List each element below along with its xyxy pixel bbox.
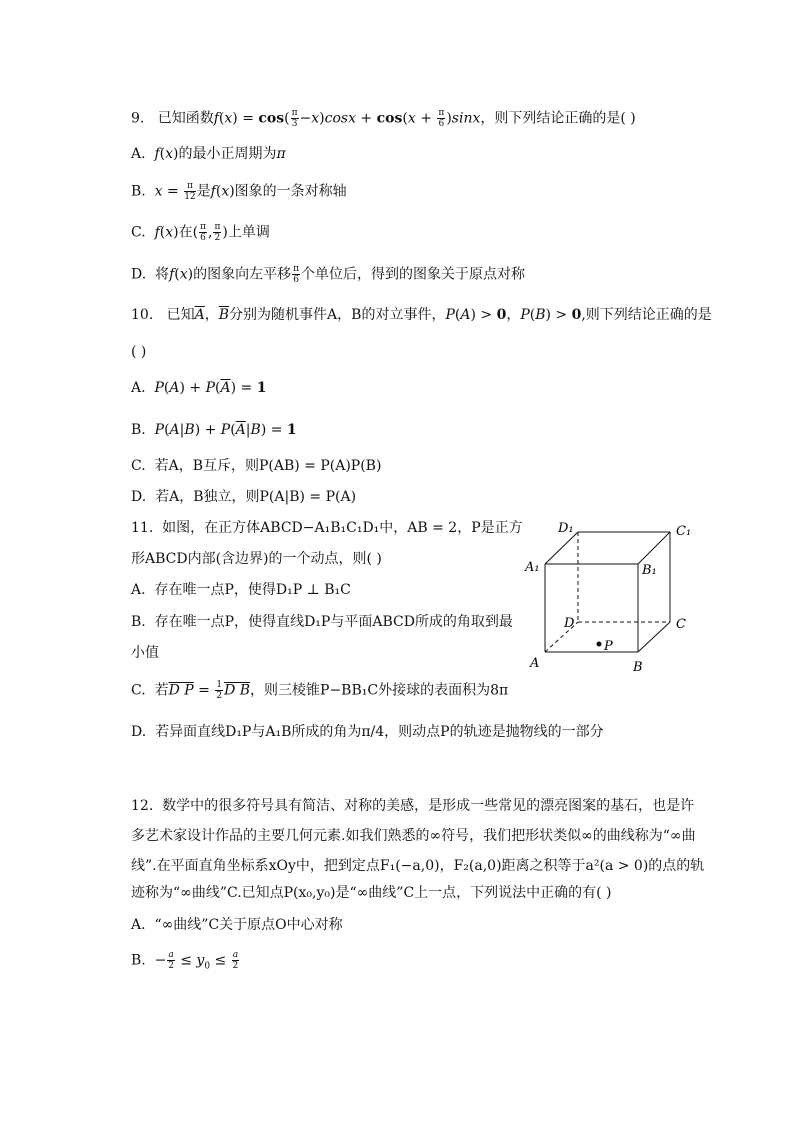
q11-stem-line1: 11. 如图，在正方体ABCD−A₁B₁C₁D₁中，AB = 2，P是正方 xyxy=(131,520,523,536)
q11-option-b-line1: B. 存在唯一点P，使得直线D₁P与平面ABCD所成的角取到最 xyxy=(131,614,513,630)
label-b1: B₁ xyxy=(642,563,657,578)
q12-stem-line1: 12. 数学中的很多符号具有简洁、对称的美感，是形成一些常见的漂亮图案的基石，也是许 xyxy=(131,798,695,814)
q12-stem-line2: 多艺术家设计作品的主要几何元素.如我们熟悉的∞符号，我们把形状类似∞的曲线称为“∞曲 xyxy=(131,828,696,844)
q11-option-b-line2: 小值 xyxy=(131,645,159,661)
q11-option-d: D. 若异面直线D₁P与A₁B所成的角为π/4，则动点P的轨迹是抛物线的一部分 xyxy=(131,724,604,740)
cube-figure xyxy=(520,515,700,675)
q9-number: 9. xyxy=(131,110,145,127)
q9-option-b: B. x = $\frac{\pi}{12}$ 是f(x)图象的一条对称轴 xyxy=(131,181,347,202)
label-p: P xyxy=(604,639,613,654)
q12-option-a: A. “∞曲线”C关于原点O中心对称 xyxy=(131,917,343,933)
q10-option-c: C. 若A，B互斥，则P(AB) = P(A)P(B) xyxy=(131,458,382,474)
q11-option-a: A. 存在唯一点P，使得D₁P ⊥ B₁C xyxy=(131,582,351,598)
q11-stem-line2: 形ABCD内部(含边界)的一个动点，则( ) xyxy=(131,551,382,567)
q12-stem-line4: 迹称为“∞曲线”C.已知点P(x₀,y₀)是“∞曲线”C上一点，下列说法中正确的有( ) xyxy=(131,885,612,901)
q9-option-c: C. f(x)在( $\frac{\pi}{6}$ , $\frac{\pi}{2}$ )上单调 xyxy=(131,222,270,243)
q9-option-d: D. 将f(x)的图象向左平移 $\frac{\pi}{6}$ 个单位后，得到的图象关于原点对称 xyxy=(131,264,526,285)
label-a: A xyxy=(530,656,540,671)
q12-option-b: B. − $\frac{a}{2}$ ≤ $y_0$ ≤ $\frac{a}{2}$ xyxy=(131,950,239,972)
q10-option-a: A. $P(A) + P(\overline{A}) = 1$ xyxy=(131,380,267,396)
label-c1: C₁ xyxy=(676,524,692,539)
q9-stem-suffix: ，则下列结论正确的是( ) xyxy=(480,110,636,127)
q11-option-c: C. 若D P = $\frac{1}{2}$ D B，则三棱锥P−BB₁C外接球的表面积为8π xyxy=(131,680,509,701)
q12-stem-line3: 线”.在平面直角坐标系xOy中，把到定点F₁(−a,0)，F₂(a,0)距离之积等于a²(a > 0)的点的轨 xyxy=(131,858,705,874)
label-a1: A₁ xyxy=(525,560,540,575)
label-d1: D₁ xyxy=(558,521,574,536)
edge-a1d1 xyxy=(545,532,578,564)
q9-option-a: A. f(x)的最小正周期为π xyxy=(131,146,286,162)
q9-stem-prefix: 已知函数 xyxy=(157,110,214,127)
point-p xyxy=(597,642,602,647)
label-c: C xyxy=(676,617,686,632)
q10-stem: 10. 已知$\overline{A}$，$\overline{B}$分别为随机事件A，B的对立事件，P(A) > 0，P(B) > 0,则下列结论正确的是 xyxy=(131,307,712,323)
q10-option-d: D. 若A，B独立，则P(A|B) = P(A) xyxy=(131,489,357,505)
label-d: D xyxy=(564,616,575,631)
q10-paren: ( ) xyxy=(131,344,147,360)
q10-option-b: B. $P(A|B) + P(\overline{A}|B) = 1$ xyxy=(131,422,297,438)
q9-stem: 9. 已知函数f(x) = cos( $\frac{\pi}{3}$ −x)cosx + cos(x + $\frac{\pi}{6}$ )sinx，则下列结论正确的是( ) xyxy=(131,108,636,129)
edge-bc xyxy=(638,622,670,652)
label-b: B xyxy=(633,660,643,675)
edge-b1c1 xyxy=(638,532,670,564)
